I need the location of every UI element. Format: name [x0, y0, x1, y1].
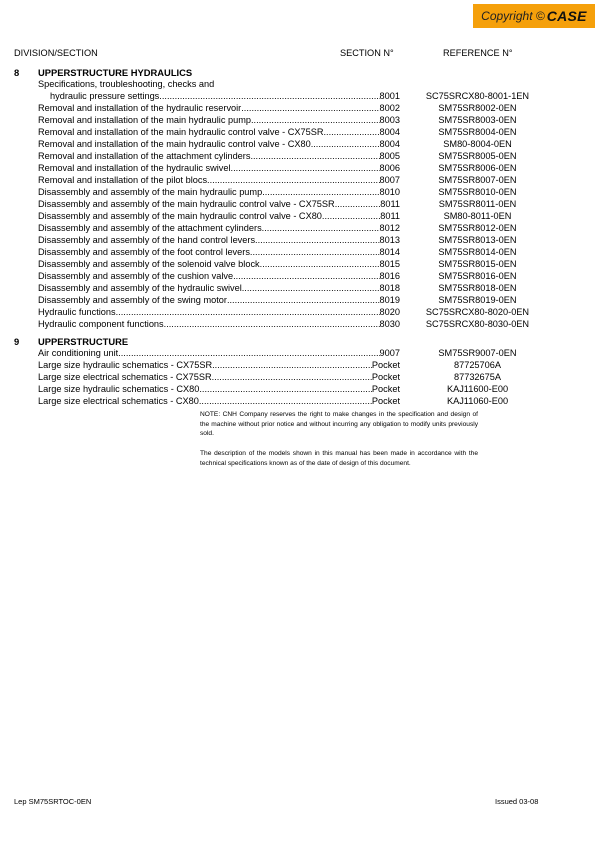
toc-row-reference: SM75SR8012-0EN	[438, 223, 517, 233]
toc-row-reference: SM75SR8014-0EN	[438, 247, 517, 257]
dot-leader	[118, 347, 379, 359]
toc-row-section: 8005	[379, 151, 400, 161]
toc-row	[38, 359, 400, 371]
toc-row	[38, 383, 400, 395]
dot-leader	[251, 114, 380, 126]
toc-row-title: Removal and installation of the main hydraulic control valve - CX75SR	[38, 127, 324, 137]
toc-row-title: Disassembly and assembly of the main hydraulic control valve - CX75SR	[38, 199, 335, 209]
toc-row-section: 8004	[379, 139, 400, 149]
toc-row	[38, 270, 400, 282]
toc-row-title: Air conditioning unit	[38, 348, 119, 358]
toc-row	[38, 395, 400, 407]
toc-row-reference: SM75SR8019-0EN	[438, 295, 517, 305]
toc-row-section: 9007	[379, 348, 400, 358]
dot-leader	[207, 174, 380, 186]
section-title: UPPERSTRUCTURE	[38, 336, 129, 347]
toc-row-section: 8001	[379, 91, 400, 101]
toc-row-reference: SM80-8004-0EN	[443, 139, 512, 149]
toc-row-section: 8030	[379, 319, 400, 329]
section-heading-9	[14, 336, 128, 347]
dot-leader	[250, 150, 379, 162]
dot-leader	[262, 222, 380, 234]
toc-row-reference: SM75SR8004-0EN	[438, 127, 517, 137]
toc-row-section: 8016	[379, 271, 400, 281]
dot-leader	[242, 282, 380, 294]
toc-row-section: 8015	[379, 259, 400, 269]
toc-row-section: 8013	[379, 235, 400, 245]
dot-leader	[311, 138, 380, 150]
toc-row-section: Pocket	[371, 384, 400, 394]
toc-row-title: Large size hydraulic schematics - CX75SR	[38, 360, 213, 370]
toc-row	[38, 306, 400, 318]
toc-row-section: 8011	[380, 211, 400, 221]
column-header-section: SECTION N°	[340, 48, 394, 58]
toc-row	[38, 90, 400, 102]
toc-row-title: Large size electrical schematics - CX75SR	[38, 372, 212, 382]
toc-row	[38, 234, 400, 246]
case-logo: CASE	[546, 8, 587, 24]
dot-leader	[335, 198, 381, 210]
copyright-text: Copyright ©	[481, 9, 545, 23]
toc-row-section: 8006	[379, 163, 400, 173]
toc-row	[38, 246, 400, 258]
dot-leader	[212, 371, 372, 383]
note-paragraph: The description of the models shown in this manual has been made in accordance with the technical specifications known as of the date of design of this document.	[200, 450, 478, 467]
toc-row-reference: SC75SRCX80-8030-0EN	[425, 319, 530, 329]
toc-row	[38, 174, 400, 186]
toc-row	[38, 102, 400, 114]
toc-row-reference: SC75SRCX80-8001-1EN	[425, 91, 530, 101]
toc-row-section: 8012	[379, 223, 400, 233]
toc-row-reference: 87732675A	[453, 372, 501, 382]
toc-row-section: 8011	[380, 199, 400, 209]
toc-row	[38, 198, 400, 210]
footer-issue-date: Issued 03-08	[495, 797, 539, 806]
toc-row-title: Removal and installation of the main hydraulic pump	[38, 115, 251, 125]
toc-row	[38, 294, 400, 306]
toc-row-reference: 87725706A	[453, 360, 501, 370]
dot-leader	[231, 162, 380, 174]
dot-leader	[164, 318, 380, 330]
toc-row-section: 8003	[379, 115, 400, 125]
toc-row-section: 8002	[379, 103, 400, 113]
toc-row-reference: SM75SR8005-0EN	[438, 151, 517, 161]
column-header-division: DIVISION/SECTION	[14, 48, 98, 58]
toc-row	[38, 126, 400, 138]
copyright-badge	[473, 4, 595, 28]
section-intro: Specifications, troubleshooting, checks and	[38, 79, 215, 89]
toc-row-title: Removal and installation of the attachment cylinders	[38, 151, 251, 161]
toc-row-reference: SM75SR8002-0EN	[438, 103, 517, 113]
section-heading-8	[14, 67, 192, 78]
toc-row-section: 8010	[379, 187, 400, 197]
toc-row-reference: SM75SR9007-0EN	[438, 348, 517, 358]
toc-row-reference: SM75SR8015-0EN	[438, 259, 517, 269]
toc-row-reference: SM75SR8006-0EN	[438, 163, 517, 173]
note-paragraph: NOTE: CNH Company reserves the right to make changes in the specification and design of the machine without prior notice and without incurring any obligation to modify units previously sold.	[200, 411, 478, 437]
toc-row-section: 8007	[379, 175, 400, 185]
toc-row	[38, 318, 400, 330]
dot-leader	[322, 210, 380, 222]
toc-row	[38, 138, 400, 150]
toc-row-reference: SM75SR8007-0EN	[438, 175, 517, 185]
toc-row-section: 8019	[379, 295, 400, 305]
dot-leader	[241, 102, 379, 114]
toc-row	[38, 186, 400, 198]
toc-row-title: Hydraulic functions	[38, 307, 116, 317]
dot-leader	[212, 359, 372, 371]
toc-row	[38, 347, 400, 359]
column-header-reference: REFERENCE N°	[443, 48, 513, 58]
toc-row-title: Disassembly and assembly of the main hydraulic control valve - CX80	[38, 211, 322, 221]
toc-row-reference: SM75SR8003-0EN	[438, 115, 517, 125]
toc-row-title: Disassembly and assembly of the hand control levers	[38, 235, 256, 245]
toc-row-title: Disassembly and assembly of the cushion valve	[38, 271, 234, 281]
footer-document-code: Lep SM75SRTOC-0EN	[14, 797, 92, 806]
toc-row-title: Hydraulic component functions	[38, 319, 164, 329]
dot-leader	[323, 126, 379, 138]
toc-row	[38, 371, 400, 383]
dot-leader	[227, 294, 380, 306]
toc-row-section: 8004	[379, 127, 400, 137]
section-title: UPPERSTRUCTURE HYDRAULICS	[38, 67, 193, 78]
toc-row-title: Disassembly and assembly of the swing motor	[38, 295, 227, 305]
toc-row-section: 8018	[379, 283, 400, 293]
toc-row-section: Pocket	[371, 372, 400, 382]
dot-leader	[255, 234, 380, 246]
section-number: 8	[14, 67, 20, 78]
toc-row-title: Removal and installation of the hydraulic swivel	[38, 163, 231, 173]
toc-row	[38, 222, 400, 234]
toc-row-title: Disassembly and assembly of the solenoid valve block	[38, 259, 260, 269]
toc-row-title: Disassembly and assembly of the attachment cylinders	[38, 223, 262, 233]
dot-leader	[116, 306, 380, 318]
toc-row-title: Large size hydraulic schematics - CX80	[38, 384, 200, 394]
toc-row-section: Pocket	[371, 360, 400, 370]
toc-row-reference: SM75SR8011-0EN	[438, 199, 517, 209]
toc-row-title: Removal and installation of the hydraulic reservoir	[38, 103, 242, 113]
toc-row-section: 8014	[379, 247, 400, 257]
toc-row	[38, 162, 400, 174]
toc-row-title: Removal and installation of the pilot blocs	[38, 175, 208, 185]
toc-row	[38, 282, 400, 294]
dot-leader	[262, 186, 379, 198]
toc-row-title: Disassembly and assembly of the hydraulic swivel	[38, 283, 242, 293]
toc-row-title: Disassembly and assembly of the main hydraulic pump	[38, 187, 263, 197]
section-number: 9	[14, 336, 20, 347]
toc-row	[38, 150, 400, 162]
toc-row	[38, 210, 400, 222]
toc-row-reference: SM75SR8010-0EN	[438, 187, 517, 197]
toc-row-section: 8020	[379, 307, 400, 317]
toc-row-reference: SM75SR8016-0EN	[438, 271, 517, 281]
toc-row-title: Large size electrical schematics - CX80	[38, 396, 199, 406]
dot-leader	[199, 395, 372, 407]
dot-leader	[159, 90, 379, 102]
toc-row-title: hydraulic pressure settings	[50, 91, 160, 101]
toc-row-reference: KAJ11060-E00	[446, 396, 509, 406]
toc-row-reference: SC75SRCX80-8020-0EN	[425, 307, 530, 317]
toc-row	[38, 258, 400, 270]
toc-row-title: Disassembly and assembly of the foot control levers	[38, 247, 250, 257]
dot-leader	[250, 246, 380, 258]
toc-row-title: Removal and installation of the main hydraulic control valve - CX80	[38, 139, 311, 149]
toc-row-reference: SM75SR8018-0EN	[438, 283, 517, 293]
toc-row	[38, 114, 400, 126]
toc-row-reference: SM80-8011-0EN	[443, 211, 512, 221]
dot-leader	[233, 270, 379, 282]
toc-row-reference: KAJ11600-E00	[446, 384, 509, 394]
dot-leader	[260, 258, 380, 270]
toc-row-section: Pocket	[371, 396, 400, 406]
dot-leader	[199, 383, 372, 395]
toc-row-reference: SM75SR8013-0EN	[438, 235, 517, 245]
